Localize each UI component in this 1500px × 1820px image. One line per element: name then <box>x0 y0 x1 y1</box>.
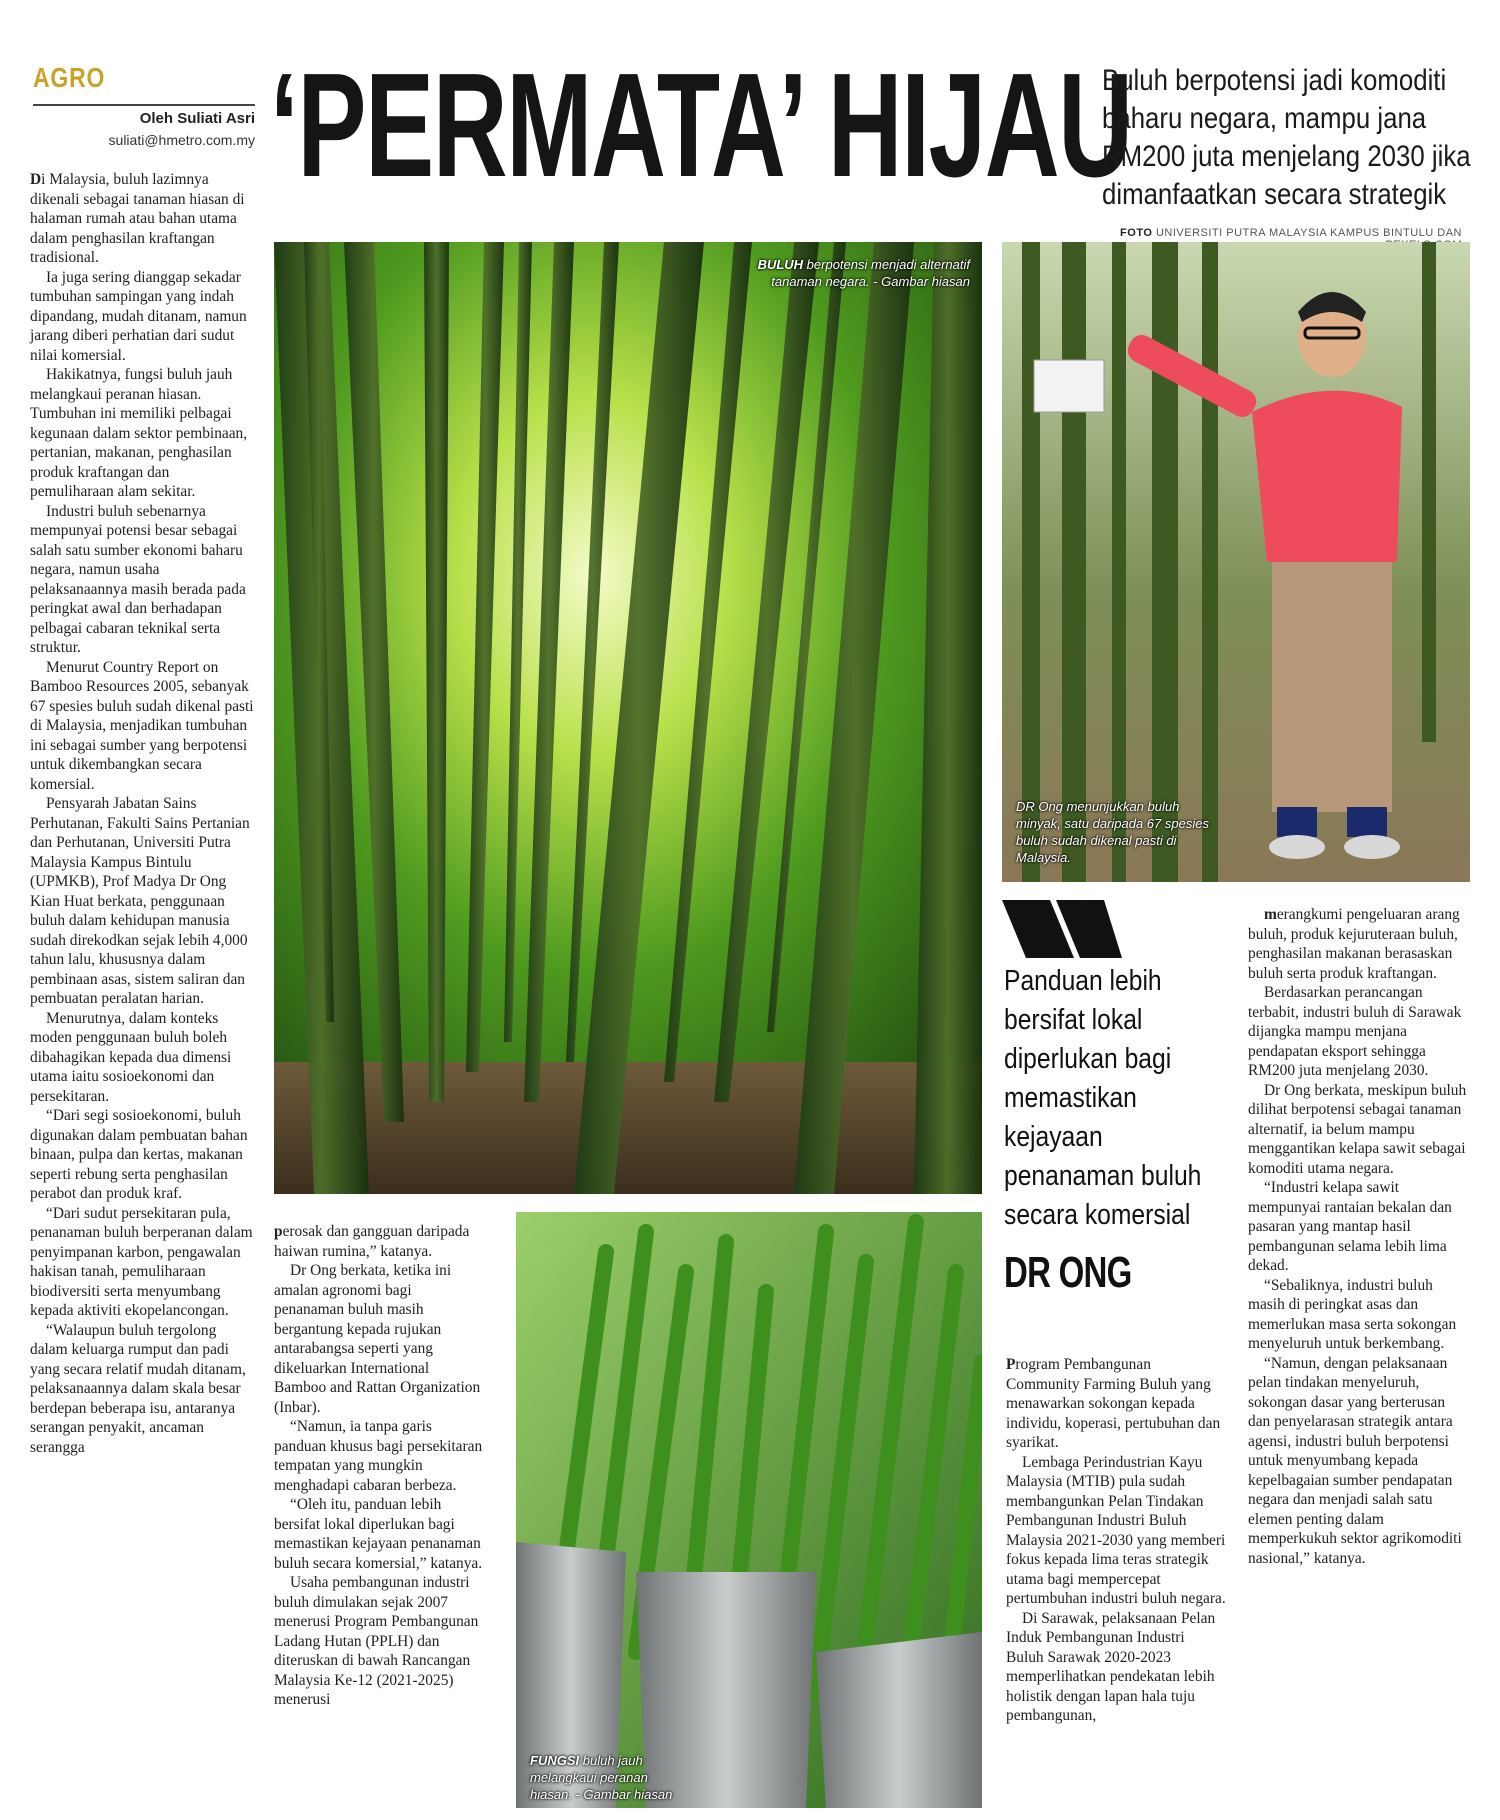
paragraph: “Dari segi sosioekonomi, buluh digunakan dalam pembuatan bahan binaan, pulpa dan kertas, makanan seperti rebung serta penghasilan perabot dan produk kraf. <box>30 1107 248 1202</box>
paragraph: Dr Ong berkata, ketika ini amalan agronomi bagi penanaman buluh masih bergantung kepada rujukan antarabangsa seperti yang dikeluarkan International Bamboo and Rattan Organization (Inbar). <box>274 1262 481 1416</box>
paragraph: Menurut Country Report on Bamboo Resources 2005, sebanyak 67 spesies buluh sudah dikenal pasti di Malaysia, menjadikan tumbuhan ini sebagai sumber yang berpotensi untuk dikembangkan secara komersial. <box>30 658 254 793</box>
dr-ong-photo <box>1002 242 1470 882</box>
section-rule <box>33 104 255 106</box>
body-column-3 <box>1006 1355 1226 1726</box>
dr-ong-illustration <box>1002 242 1470 882</box>
bamboo-forest-photo <box>274 242 982 1194</box>
paragraph: “Namun, dengan pelaksanaan pelan tindakan menyeluruh, sokongan dasar yang berterusan dan penyelarasan strategik antara agensi, industri buluh berpotensi untuk menyumbang kepada kepelbagaian sumber pendapatan negara dan menjadi salah satu elemen penting dalam memperkukuh sektor agrikomoditi nasional,” katanya. <box>1248 1354 1462 1567</box>
section-tag: AGRO <box>33 62 106 93</box>
paragraph: Lembaga Perindustrian Kayu Malaysia (MTIB) pula sudah membangunkan Pelan Tindakan Pembangunan Industri Buluh Malaysia 2021-2030 yang memberi fokus kepada lima teras strategik utama bagi mempercepat pertumbuhan industri buluh negara. <box>1006 1453 1226 1607</box>
pull-quote: Panduan lebih bersifat lokal diperlukan bagi memastikan kejayaan penanaman buluh secara komersial <box>1004 965 1202 1231</box>
caption-text: buluh jauh melangkaui peranan hiasan. - Gambar hiasan <box>530 1753 673 1802</box>
paragraph: “Industri kelapa sawit mempunyai rantaian bekalan dan pasaran yang mantap hasil pembangunan selama lebih lima dekad. <box>1248 1179 1452 1274</box>
paragraph: Ia juga sering dianggap sekadar tumbuhan sampingan yang indah dipandang, mudah ditanam, namun jarang diberi perhatian dari sudut nilai komersial. <box>30 268 247 364</box>
paragraph: “Namun, ia tanpa garis panduan khusus bagi persekitaran tempatan yang mungkin menghadapi cabaran berbeza. <box>274 1418 483 1494</box>
paragraph: Hakikatnya, fungsi buluh jauh melangkaui peranan hiasan. Tumbuhan ini memiliki pelbagai kegunaan dalam sektor pembinaan, pertanian, makanan, penghasilan produk kraftangan dan pemuliharaan alam sekitar. <box>30 366 248 500</box>
bamboo-forest-illustration <box>274 242 982 1194</box>
byline: Oleh Suliati Asri <box>139 110 255 127</box>
author-email[interactable]: suliati@hmetro.com.my <box>108 132 255 148</box>
pull-quote-attribution: DR ONG <box>1004 1248 1132 1297</box>
paragraph: perosak dan gangguan daripada haiwan rumina,” katanya. <box>274 1223 470 1260</box>
quote-mark-icon <box>1002 900 1122 958</box>
body-column-1 <box>30 170 256 1457</box>
paragraph: Dr Ong berkata, meskipun buluh dilihat berpotensi sebagai tanaman alternatif, ia belum mampu menggantikan kelapa sawit sebagai komoditi utama negara. <box>1248 1081 1467 1177</box>
paragraph: Di Sarawak, pelaksanaan Pelan Induk Pembangunan Industri Buluh Sarawak 2020-2023 memperlihatkan pendekatan lebih holistik dengan lapan hala tuju pembangunan, <box>1006 1609 1216 1724</box>
paragraph: Di Malaysia, buluh lazimnya dikenali sebagai tanaman hiasan di halaman rumah atau bahan utama dalam penghasilan kraftangan tradisional. <box>30 171 245 266</box>
paragraph: Usaha pembangunan industri buluh dimulakan sejak 2007 menerusi Program Pembangunan Ladang Hutan (PPLH) dan diteruskan di bawah Rancangan Malaysia Ke-12 (2021-2025) menerusi <box>274 1574 479 1708</box>
caption-lead: BULUH <box>757 257 804 272</box>
caption-lead: FUNGSI <box>530 1753 580 1768</box>
paragraph: “Walaupun buluh tergolong dalam keluarga rumput dan padi yang secara relatif mudah ditanam, pelaksanaannya dalam skala besar berdepan beberapa isu, antaranya serangan penyakit, ancaman serangga <box>30 1321 246 1456</box>
paragraph: “Dari sudut persekitaran pula, penanaman buluh berperanan dalam penyimpanan karbon, pengawalan hakisan tanah, pemuliharaan biodiversiti serta menyumbang kepada aktiviti ekopelancongan. <box>30 1204 253 1319</box>
forest-caption <box>724 256 970 290</box>
lucky-bamboo-photo <box>516 1212 982 1808</box>
person-caption: DR Ong menunjukkan buluh minyak, satu daripada 67 spesies buluh sudah dikenal pasti di Malaysia. <box>1016 799 1209 865</box>
lucky-bamboo-illustration <box>516 1212 982 1808</box>
photo-credit-text: UNIVERSITI PUTRA MALAYSIA KAMPUS BINTULU DAN <box>1155 227 1462 239</box>
paragraph: “Oleh itu, panduan lebih bersifat lokal diperlukan bagi memastikan kejayaan penanaman buluh secara komersial,” katanya. <box>274 1496 483 1572</box>
paragraph: Pensyarah Jabatan Sains Perhutanan, Fakulti Sains Pertanian dan Perhutanan, Universiti Putra Malaysia Kampus Bintulu (UPMKB), Prof Madya Dr Ong Kian Huat berkata, penggunaan buluh dalam kehidupan manusia sudah direkodkan sejak lebih 4,000 tahun lalu, khususnya dalam pembinaan asas, sistem saliran dan pembuatan peralatan harian. <box>30 795 250 1007</box>
headline: ‘PERMATA’ HIJAU <box>270 43 1132 208</box>
body-column-4 <box>1248 905 1470 1568</box>
paragraph: merangkumi pengeluaran arang buluh, produk kejuruteraan buluh, penghasilan makanan berasaskan buluh serta produk kraftangan. <box>1248 906 1460 982</box>
lucky-caption <box>530 1752 690 1803</box>
paragraph: Berdasarkan perancangan terbabit, industri buluh di Sarawak dijangka mampu menjana pendapatan eksport sehingga RM200 juta menjelang 2030. <box>1248 984 1462 1079</box>
paragraph: “Sebaliknya, industri buluh masih di peringkat asas dan memerlukan masa serta sokongan menyeluruh untuk berkembang. <box>1248 1276 1457 1352</box>
paragraph: Industri buluh sebenarnya mempunyai potensi besar sebagai salah satu sumber ekonomi baharu negara, namun usaha pelaksanaannya masih berada pada peringkat awal dan berhadapan pelbagai cabaran teknikal serta struktur. <box>30 502 246 656</box>
photo-credit-label: FOTO <box>1120 227 1153 239</box>
deck: Buluh berpotensi jadi komoditi baharu negara, mampu jana RM200 juta menjelang 2030 jika dimanfaatkan secara strategik <box>1102 64 1471 211</box>
paragraph: Menurutnya, dalam konteks moden penggunaan buluh boleh dibahagikan kepada dua dimensi utama iaitu sosioekonomi dan persekitaran. <box>30 1009 232 1105</box>
caption-text: berpotensi menjadi alternatif tanaman negara. - Gambar hiasan <box>771 257 970 289</box>
paragraph: Program Pembangunan Community Farming Buluh yang menawarkan sokongan kepada individu, koperasi, pertubuhan dan syarikat. <box>1006 1356 1221 1451</box>
body-column-2 <box>274 1222 484 1710</box>
